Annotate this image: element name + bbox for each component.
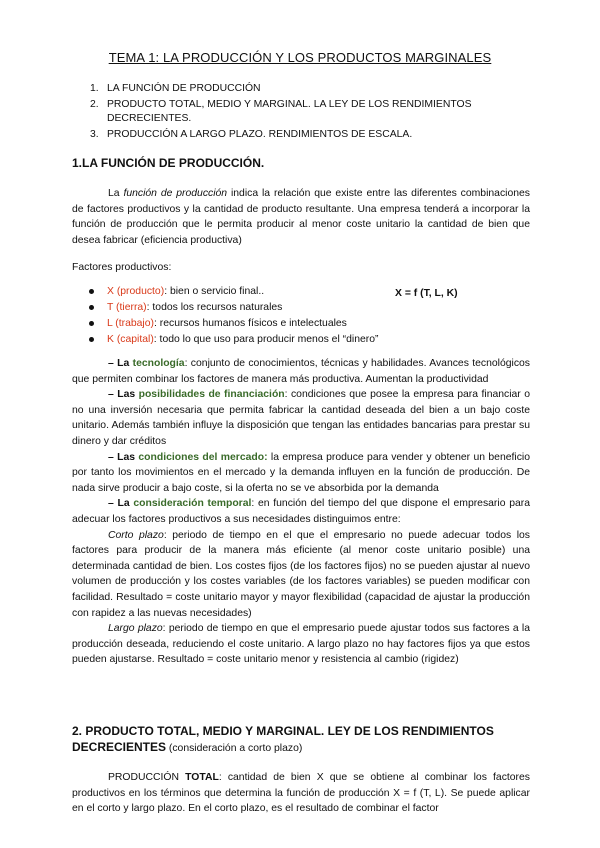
intro-text-rest: indica la relación que existe entre las diferentes combinaciones de factores productivos y la cantidad de producto resultante. Una empresa tenderá a incorporar la función de producción que le permita producir al menor coste unitario la cantidad de bien que desea fabricar (eficiencia productiva) [72, 188, 530, 246]
factor-name: L (trabajo) [107, 318, 154, 329]
section-2-title: 2. PRODUCTO TOTAL, MEDIO Y MARGINAL. LEY DE LOS RENDIMIENTOS DECRECIENTES [72, 724, 494, 754]
total-label: PRODUCCIÓN [108, 772, 186, 783]
bullet-icon [89, 337, 94, 342]
time-text: : en función del tiempo del que dispone el empresario para adecuar los factores productivos a sus necesidades distinguimos entre: [72, 498, 530, 525]
dash: – Las [108, 389, 139, 401]
tech-text: : conjunto de conocimientos, técnicas y habilidades. Avances tecnológicos que permiten combinar los factores de manera más productiva. Aumentan la productividad [72, 358, 530, 385]
market-paragraph [72, 450, 530, 497]
short-term-paragraph [72, 528, 530, 622]
list-item [89, 284, 529, 300]
toc-number: 3. [90, 128, 99, 140]
list-item [89, 316, 529, 332]
factor-desc: : todo lo que uso para producir menos el “dinero” [153, 334, 379, 345]
factor-name: X (producto) [107, 286, 165, 297]
section-2-paragraph [72, 770, 530, 817]
toc-item [90, 82, 510, 97]
toc-text: PRODUCTO TOTAL, MEDIO Y MARGINAL. LA LEY DE LOS RENDIMIENTOS DECRECIENTES. [107, 98, 472, 125]
total-text: : cantidad de bien X que se obtiene al combinar los factores productivos en los términos que determina la función de producción X = f (T, L). Se puede aplicar en el corto y largo plazo. En el corto plazo, es el resultado de combinar el factor [72, 772, 530, 815]
section-2-note: (consideración a corto plazo) [166, 743, 303, 754]
factor-desc: : todos los recursos naturales [146, 302, 283, 313]
list-item [89, 300, 529, 316]
intro-text: La [108, 188, 124, 199]
time-term: consideración temporal [133, 498, 252, 510]
bullet-icon [89, 321, 94, 326]
factors-list [89, 284, 529, 348]
factor-name: T (tierra) [107, 302, 147, 313]
bullet-icon [89, 289, 94, 294]
short-term-text: : periodo de tiempo en el que el empresario no puede adecuar todos los factores para producir de la manera más eficiente (al menor coste unitario posible) una determinada cantidad de bien. Los costes fijos (de los factores fijos) no se pueden ajustar al nuevo volumen de producción y los costes variables (de los factores variables) se pueden modificar con facilidad. Resultado = coste unitario mayor y mayor flexibilidad (capacidad de ajustar la producción con rapidez a las nuevas necesidades) [72, 529, 530, 619]
long-term-label: Largo plazo [108, 623, 163, 635]
toc-item [90, 98, 510, 127]
toc-number: 1. [90, 83, 99, 94]
factors-detail [72, 356, 530, 668]
long-term-paragraph [72, 621, 530, 668]
tech-term: tecnología [132, 358, 185, 369]
finance-text: : condiciones que posee la empresa para financiar o no una inversión necesaria que permita fabricar la cantidad deseada del bien a un bajo coste unitario. Además también influye la disposición que tengan las entidades bancarias para prestar su dinero y dar créditos [72, 389, 530, 447]
dash: – La [108, 498, 134, 510]
section-2-heading [72, 724, 530, 756]
time-paragraph [72, 496, 530, 527]
document-title: TEMA 1: LA PRODUCCIÓN Y LOS PRODUCTOS MARGINALES [108, 50, 492, 65]
factor-desc: : recursos humanos físicos e intelectuales [153, 318, 347, 329]
section-1-heading: 1.LA FUNCIÓN DE PRODUCCIÓN. [72, 156, 265, 170]
factors-label: Factores productivos: [72, 262, 172, 273]
factor-name: K (capital) [107, 334, 154, 345]
finance-paragraph [72, 387, 530, 449]
toc-item [90, 128, 510, 143]
intro-term: función de producción [123, 188, 228, 199]
dash: – La [108, 358, 133, 369]
toc-number: 2. [90, 98, 99, 110]
market-term: condiciones del mercado: [138, 451, 268, 463]
market-text: la empresa produce para vender y obtener un beneficio por tanto los movimientos en el mercado y la demanda influyen en la función de producción. De nada sirve producir a bajo coste, si la oferta no se ve absorbida por la demanda [72, 451, 530, 494]
list-item [89, 332, 529, 348]
table-of-contents [90, 82, 510, 143]
intro-paragraph [72, 186, 530, 248]
tech-paragraph [72, 356, 530, 387]
production-formula: X = f (T, L, K) [395, 288, 458, 299]
total-term: TOTAL [185, 772, 219, 783]
finance-term: posibilidades de financiación [138, 389, 285, 401]
long-term-text: : periodo de tiempo en que el empresario puede ajustar todos sus factores a la producción deseada, reduciendo el coste unitario. A largo plazo no hay factores fijos ya que estos pueden ajustarse. Resultado = coste unitario menor y resistencia al cambio (rigidez) [72, 623, 530, 666]
toc-text: LA FUNCIÓN DE PRODUCCIÓN [107, 83, 261, 94]
toc-text: PRODUCCIÓN A LARGO PLAZO. RENDIMIENTOS DE ESCALA. [107, 128, 413, 140]
short-term-label: Corto plazo [108, 529, 164, 541]
factor-desc: : bien o servicio final.. [164, 286, 265, 297]
bullet-icon [89, 305, 94, 310]
dash: – Las [108, 451, 139, 463]
